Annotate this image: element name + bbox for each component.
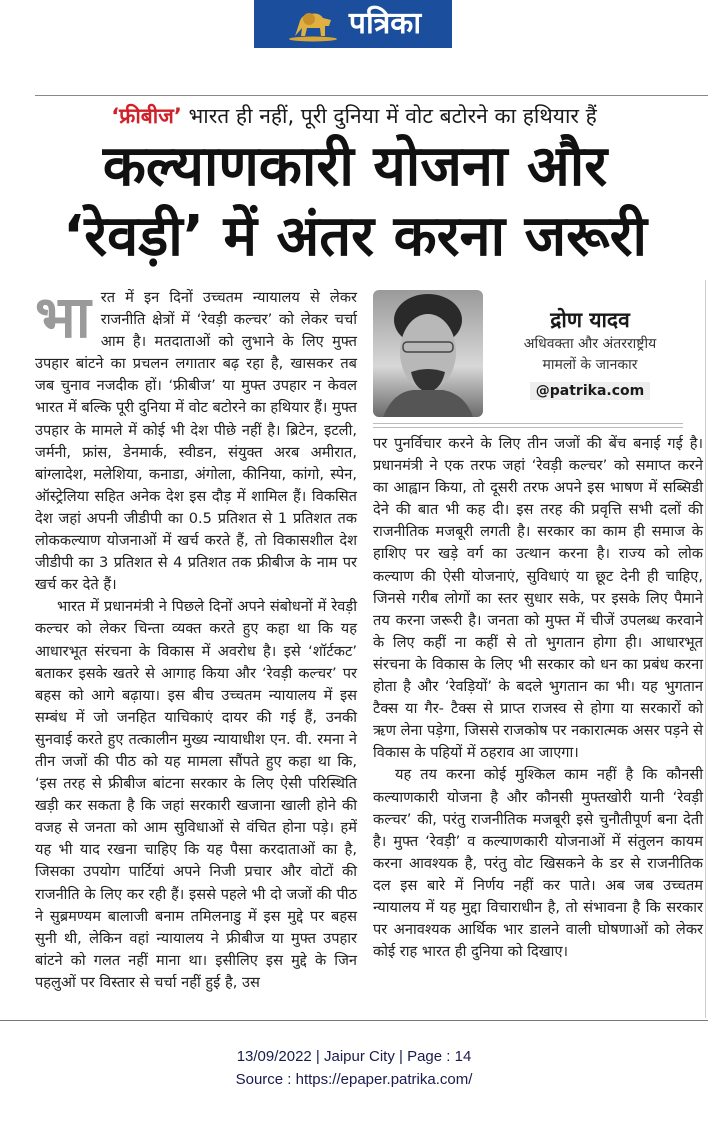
logo-text: पत्रिका <box>348 6 422 41</box>
footer-dateline: 13/09/2022 | Jaipur City | Page : 14 <box>236 1048 472 1065</box>
article-paragraph: भारत में प्रधानमंत्री ने पिछले दिनों अपने संबोधनों में रेवड़ी कल्चर को लेकर चिन्ता व्यक्त करते हुए कहा था कि यह आधारभूत संरचना के विकास में अवरोध है। इसे ‘शॉर्टकट’ बताकर इसके खतरे से आगाह किया और ‘रेवड़ी कल्चर’ पर बहस को आगे बढ़ाया। इस बीच उच्चतम न्यायालय में इस सम्बंध में जो जनहित याचिकाएं दायर की गई हैं, उनकी सुनवाई करते हुए तत्कालीन मुख्य न्यायाधीश एन. वी. रमना ने तीन जजों की पीठ को यह मामला सौंपते हुए कहा था कि, ‘इस तरह से फ्रीबीज बांटना सरकार के लिए ऐसी परिस्थिति खड़ी कर सकता है कि जहां सरकारी खजाना खाली होने की वजह से जनता को आम सुविधाओं से वंचित होना पड़े। हमें यह भी याद रखना चाहिए कि यह पैसा करदाताओं का है, जिसका उपयोग पार्टियां अपने निजी प्रचार और वोटों की राजनीति के लिए कर रही हैं। इससे पहले भी दो जजों की पीठ ने सुब्रमण्यम बालाजी बनाम तमिलनाडु में इस मुद्दे पर बहस सुनी थी, लेकिन वहां न्यायालय ने फ्रीबीज या मुफ्त उपहार बांटने को गलत नहीं माना था। इसीलिए इस मुद्दे के जिन पहलुओं पर विस्तार से चर्चा नहीं हुई है, उस <box>35 598 357 991</box>
patrika-logo <box>254 0 452 48</box>
article-column-left <box>35 283 357 994</box>
headline-line-2: ‘रेवड़ी’ में अंतर करना जरूरी <box>62 204 648 269</box>
author-divider <box>373 423 683 428</box>
author-handle: @patrika.com <box>530 382 650 400</box>
drop-cap: भा <box>35 283 91 351</box>
paragraph-text: रत में इन दिनों उच्चतम न्यायालय से लेकर राजनीति क्षेत्रों में ‘रेवड़ी कल्चर’ को लेकर चर्चा आम है। मतदाताओं को लुभाने के लिए मुफ्त उपहार बांटने का प्रचलन लगातार बढ़ रहा है, खासकर तब जब चुनाव नजदीक हों। ‘फ्रीबीज’ या मुफ्त उपहार न केवल भारत में बल्कि पूरी दुनिया में वोट बटोरने का हथियार हैं। मुफ्त उपहार के मामले में कोई भी देश पीछे नहीं है। ब्रिटेन, इटली, जर्मनी, फ्रांस, डेनमार्क, स्वीडन, संयुक्त अरब अमीरात, बांग्लादेश, मलेशिया, कनाडा, अंगोला, कीनिया, कांगो, स्पेन, ऑस्ट्रेलिया सहित अनेक देश इस दौड़ में शामिल हैं। विकसित देश जहां अपनी जीडीपी का 0.5 प्रतिशत से 1 प्रतिशत तक लोककल्याण योजनाओं में खर्च करते हैं, तो विकासशील देश जीडीपी का 3 प्रतिशत से 4 प्रतिशत तक फ्रीबीज के नाम पर खर्च कर देते हैं। <box>35 289 357 594</box>
kicker <box>0 100 708 132</box>
right-border <box>705 280 706 1018</box>
bottom-divider <box>0 1020 708 1021</box>
author-portrait-icon <box>373 290 483 417</box>
author-photo <box>373 290 483 417</box>
footer-source: Source : https://epaper.patrika.com/ <box>235 1071 473 1088</box>
headline-line-1: कल्याणकारी योजना और <box>102 134 608 199</box>
author-name: द्रोण यादव <box>550 308 630 332</box>
author-desc-2: मामलों के जानकार <box>542 357 638 373</box>
kicker-highlight: ‘फ्रीबीज’ <box>111 104 182 128</box>
top-divider <box>35 95 708 96</box>
article-column-right <box>373 433 703 963</box>
footer <box>0 1045 708 1091</box>
lion-icon <box>285 6 341 42</box>
article-paragraph <box>35 283 357 596</box>
article-paragraph: पर पुनर्विचार करने के लिए तीन जजों की बेंच बनाई गई है। प्रधानमंत्री ने एक तरफ जहां ‘रेवड़ी कल्चर’ को समाप्त करने का आह्वान किया, तो दूसरी तरफ अपने इस भाषण में सब्सिडी देने की बात भी कह दी। इस तरह की प्रवृत्ति सभी दलों की राजनीतिक मजबूरी लगती है। सरकार का काम ही समाज के हाशिए पर खड़े वर्ग का उत्थान करना है। राज्य को लोक कल्याण की ऐसी योजनाएं, सुविधाएं या छूट देनी ही चाहिए, जिनसे गरीब लोगों का स्तर सुधार सके, पर इसके लिए पैमाने तय करना जरूरी है। जनता को मुफ्त में चीजें उपलब्ध करवाने के लिए कहीं ना कहीं से तो भुगतान होगा ही। आधारभूत संरचना के विकास के लिए भी सरकार को धन का प्रबंध करना होता है और ‘रेवड़ियों’ के बदले भुगतान का भी। यह भुगतान टैक्स या गैर- टैक्स से प्राप्त राजस्व से होगा या सरकारों को ऋण लेना पड़ेगा, जिससे राजकोष पर नकारात्मक असर पड़ने से विकास के पहियों में ठहराव आ जाएगा। <box>373 435 703 762</box>
author-info <box>490 306 690 400</box>
author-desc-1: अधिवक्ता और अंतरराष्ट्रीय <box>523 336 657 352</box>
kicker-text: भारत ही नहीं, पूरी दुनिया में वोट बटोरने का हथियार हैं <box>188 104 597 128</box>
article-paragraph: यह तय करना कोई मुश्किल काम नहीं है कि कौनसी कल्याणकारी योजना है और कौनसी मुफ्तखोरी यानी ‘रेवड़ी कल्चर’ की, परंतु राजनीतिक मजबूरी इसे चुनौतीपूर्ण बना देती है। मुफ्त ‘रेवड़ी’ व कल्याणकारी योजनाओं में संतुलन कायम करना आवश्यक है, परंतु वोट खिसकने के डर से राजनीतिक दल इस बारे में निर्णय नहीं कर पाते। अब जब उच्चतम न्यायालय में यह मुद्दा विचाराधीन है, तो संभावना है कि सरकार पर अनावश्यक आर्थिक भार डालने वाली घोषणाओं को लेकर कोई राह भारत ही दुनिया को दिखाए। <box>373 766 703 961</box>
headline <box>30 132 680 272</box>
